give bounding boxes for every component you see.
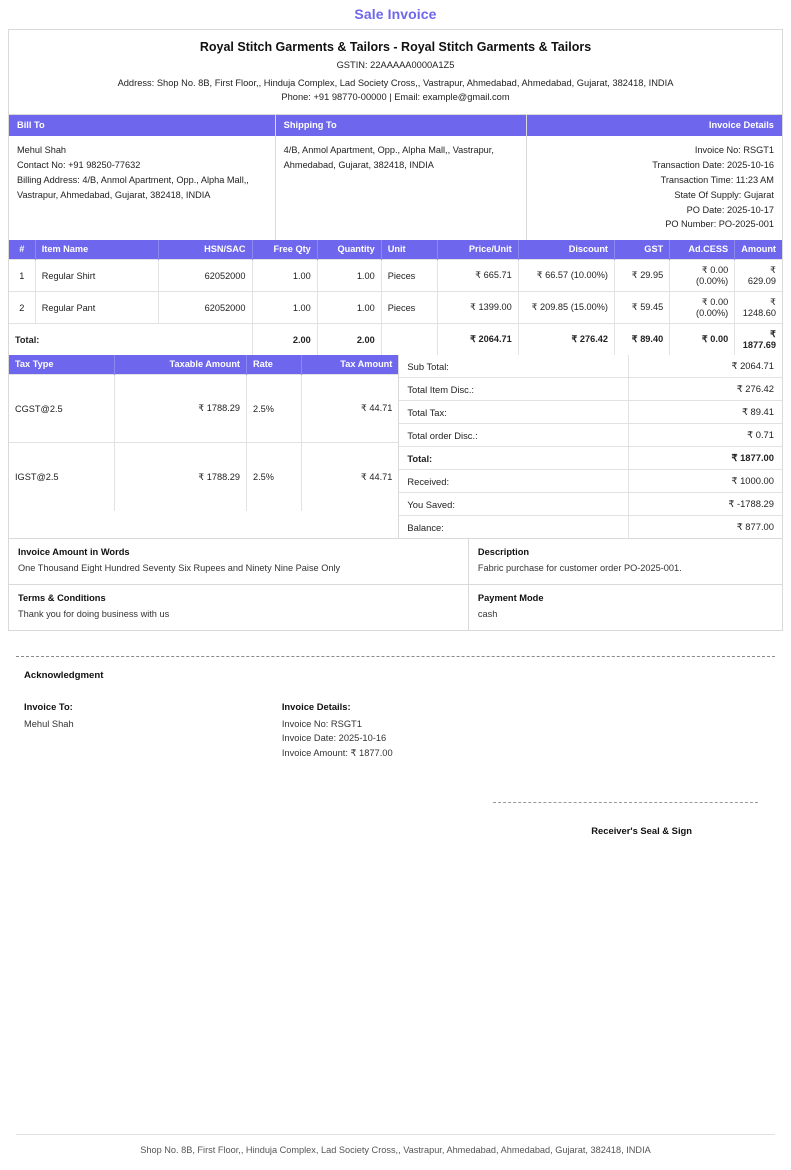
invoice-no: Invoice No: RSGT1 xyxy=(694,144,774,155)
cell-quantity: 1.00 xyxy=(317,292,381,324)
summary-row-total-item-disc xyxy=(399,378,782,401)
summary-value: ₹ 877.00 xyxy=(736,521,774,533)
table-row xyxy=(9,443,398,511)
footer-spacer xyxy=(8,836,783,1134)
bill-to-body xyxy=(9,136,275,211)
payment-mode-title: Payment Mode xyxy=(477,593,544,604)
cell-discount: ₹ 66.57 (10.00%) xyxy=(518,260,614,292)
summary-wrapper xyxy=(399,355,782,538)
table-row xyxy=(9,292,782,324)
cell-sn: 2 xyxy=(9,292,35,324)
cell-free-qty: 1.00 xyxy=(252,260,317,292)
po-number: PO Number: PO-2025-001 xyxy=(665,219,774,230)
summary-label: Received: xyxy=(399,470,629,493)
col-taxable-amount: Taxable Amount xyxy=(114,355,246,375)
company-header xyxy=(9,30,782,115)
acknowledgment-columns xyxy=(24,700,767,760)
bill-to-name: Mehul Shah xyxy=(17,144,67,155)
col-tax-type: Tax Type xyxy=(9,355,114,375)
summary-row-total-tax xyxy=(399,401,782,424)
payment-mode-text: cash xyxy=(477,609,498,620)
cell-discount: ₹ 209.85 (15.00%) xyxy=(518,292,614,324)
total-price-unit: ₹ 2064.71 xyxy=(438,324,518,356)
cell-free-qty: 1.00 xyxy=(252,292,317,324)
ack-invoice-date: Invoice Date: 2025-10-16 xyxy=(281,733,387,744)
receiver-sign-area xyxy=(24,790,767,836)
summary-row-received xyxy=(399,470,782,493)
total-unit-blank xyxy=(381,324,438,356)
summary-value: ₹ 1000.00 xyxy=(629,470,782,493)
receiver-seal-label: Receiver's Seal & Sign xyxy=(591,825,692,837)
tax-and-summary xyxy=(9,355,782,538)
total-gst: ₹ 89.40 xyxy=(615,324,670,356)
acknowledgment-section xyxy=(8,657,783,836)
summary-row-balance xyxy=(399,516,782,539)
summary-label: Total Tax: xyxy=(399,401,629,424)
notes-row-1 xyxy=(9,538,782,584)
company-gstin: GSTIN: 22AAAAA0000A1Z5 xyxy=(336,60,455,71)
summary-row-you-saved xyxy=(399,493,782,516)
cell-amount: ₹ 629.09 xyxy=(735,260,782,292)
transaction-date: Transaction Date: 2025-10-16 xyxy=(652,159,774,170)
col-discount: Discount xyxy=(518,240,614,260)
bill-to-address: Billing Address: 4/B, Anmol Apartment, Opp., Alpha Mall,, Vastrapur, Ahmedabad, Gujarat, 382418, INDIA xyxy=(17,174,249,200)
summary-label: You Saved: xyxy=(399,493,629,516)
payment-mode-block xyxy=(469,585,782,630)
company-name: Royal Stitch Garments & Tailors - Royal Stitch Garments & Tailors xyxy=(199,40,592,54)
bill-to-contact: Contact No: +91 98250-77632 xyxy=(17,159,141,170)
summary-value: ₹ 89.41 xyxy=(629,401,782,424)
cell-amount: ₹ 1248.60 xyxy=(735,292,782,324)
cell-unit: Pieces xyxy=(381,292,438,324)
items-table-header-row xyxy=(9,240,782,260)
cell-hsn: 62052000 xyxy=(159,292,252,324)
col-item-name: Item Name xyxy=(35,240,158,260)
cell-taxable-amount: ₹ 1788.29 xyxy=(114,375,246,443)
col-quantity: Quantity xyxy=(317,240,381,260)
cell-rate: 2.5% xyxy=(247,443,302,511)
cell-item-name: Regular Pant xyxy=(35,292,158,324)
notes-row-2 xyxy=(9,584,782,630)
state-of-supply: State Of Supply: Gujarat xyxy=(674,189,774,200)
col-unit: Unit xyxy=(381,240,438,260)
cell-tax-type: CGST@2.5 xyxy=(9,375,114,443)
shipping-to-heading: Shipping To xyxy=(276,115,526,136)
summary-value: ₹ 0.71 xyxy=(629,424,782,447)
col-amount: Amount xyxy=(735,240,782,260)
col-free-qty: Free Qty xyxy=(252,240,317,260)
summary-row-sub-total xyxy=(399,355,782,378)
cell-gst: ₹ 59.45 xyxy=(615,292,670,324)
acknowledgment-invoice-details xyxy=(282,700,767,760)
cell-ad-cess: ₹ 0.00 (0.00%) xyxy=(670,260,735,292)
terms-text: Thank you for doing business with us xyxy=(18,609,170,620)
description-title: Description xyxy=(477,547,530,558)
summary-value: ₹ -1788.29 xyxy=(629,493,782,516)
summary-label: Total: xyxy=(399,447,629,470)
cell-gst: ₹ 29.95 xyxy=(615,260,670,292)
description-block xyxy=(469,539,782,584)
shipping-to-body xyxy=(276,136,526,210)
ack-invoice-to-title: Invoice To: xyxy=(24,701,73,713)
amount-in-words-text: One Thousand Eight Hundred Seventy Six Rupees and Ninety Nine Paise Only xyxy=(18,563,341,574)
total-quantity: 2.00 xyxy=(317,324,381,356)
table-row xyxy=(9,260,782,292)
cell-item-name: Regular Shirt xyxy=(35,260,158,292)
ack-invoice-to-name: Mehul Shah xyxy=(24,718,74,729)
items-table xyxy=(9,240,782,355)
summary-table xyxy=(399,355,782,538)
total-ad-cess: ₹ 0.00 xyxy=(670,324,735,356)
total-discount: ₹ 276.42 xyxy=(518,324,614,356)
col-gst: GST xyxy=(615,240,670,260)
col-hsn: HSN/SAC xyxy=(159,240,252,260)
acknowledgment-invoice-to xyxy=(24,700,282,760)
invoice-container xyxy=(8,29,783,631)
col-sn: # xyxy=(9,240,35,260)
page-title: Sale Invoice xyxy=(354,6,437,22)
total-free-qty: 2.00 xyxy=(252,324,317,356)
amount-in-words-title: Invoice Amount in Words xyxy=(18,547,130,558)
summary-value: ₹ 2064.71 xyxy=(629,355,782,378)
tax-table-header-row xyxy=(9,355,398,375)
summary-label: Sub Total: xyxy=(399,355,629,378)
total-amount: ₹ 1877.69 xyxy=(735,324,782,356)
invoice-details-heading: Invoice Details xyxy=(527,115,782,136)
col-rate: Rate xyxy=(247,355,302,375)
cell-ad-cess: ₹ 0.00 (0.00%) xyxy=(670,292,735,324)
po-date: PO Date: 2025-10-17 xyxy=(686,204,774,215)
cell-tax-amount: ₹ 44.71 xyxy=(301,375,398,443)
col-price-unit: Price/Unit xyxy=(438,240,518,260)
terms-title: Terms & Conditions xyxy=(18,593,106,604)
terms-block xyxy=(9,585,469,630)
cell-rate: 2.5% xyxy=(247,375,302,443)
summary-row-total-order-disc xyxy=(399,424,782,447)
items-total-row xyxy=(9,324,782,356)
tax-table-wrapper xyxy=(9,355,399,538)
footer-address: Shop No. 8B, First Floor,, Hinduja Complex, Lad Society Cross,, Vastrapur, Ahmedabad, Ahmedabad, Gujarat, 382418, INDIA xyxy=(140,1145,651,1156)
summary-label: Balance: xyxy=(399,516,629,539)
cell-price-unit: ₹ 1399.00 xyxy=(438,292,518,324)
invoice-details-body xyxy=(527,136,782,240)
signature-line xyxy=(493,802,758,803)
table-row xyxy=(9,375,398,443)
company-contact: Phone: +91 98770-00000 | Email: example@gmail.com xyxy=(281,92,510,103)
cell-tax-type: IGST@2.5 xyxy=(9,443,114,511)
cell-hsn: 62052000 xyxy=(159,260,252,292)
parties-band xyxy=(9,115,782,241)
ack-invoice-amount: Invoice Amount: ₹ 1877.00 xyxy=(281,747,393,758)
summary-value: ₹ 276.42 xyxy=(629,378,782,401)
total-label: Total: xyxy=(9,324,252,356)
cell-tax-amount: ₹ 44.71 xyxy=(301,443,398,511)
cell-unit: Pieces xyxy=(381,260,438,292)
tax-table xyxy=(9,355,398,511)
summary-value: ₹ 1877.00 xyxy=(629,447,782,470)
invoice-details-block xyxy=(527,115,782,241)
ack-details-title: Invoice Details: xyxy=(281,701,351,713)
acknowledgment-title: Acknowledgment xyxy=(24,670,104,682)
cell-price-unit: ₹ 665.71 xyxy=(438,260,518,292)
ack-invoice-no: Invoice No: RSGT1 xyxy=(281,718,362,729)
shipping-to-block xyxy=(276,115,527,241)
bill-to-block xyxy=(9,115,276,241)
transaction-time: Transaction Time: 11:23 AM xyxy=(660,174,774,185)
amount-in-words-block xyxy=(9,539,469,584)
summary-label: Total order Disc.: xyxy=(399,424,629,447)
col-tax-amount: Tax Amount xyxy=(301,355,398,375)
bill-to-heading: Bill To xyxy=(9,115,275,136)
summary-label: Total Item Disc.: xyxy=(399,378,629,401)
cell-quantity: 1.00 xyxy=(317,260,381,292)
cell-taxable-amount: ₹ 1788.29 xyxy=(114,443,246,511)
summary-row-total xyxy=(399,447,782,470)
description-text: Fabric purchase for customer order PO-2025-001. xyxy=(477,563,682,574)
shipping-to-address: 4/B, Anmol Apartment, Opp., Alpha Mall,, Vastrapur, Ahmedabad, Gujarat, 382418, INDIA xyxy=(283,144,494,170)
col-ad-cess: Ad.CESS xyxy=(670,240,735,260)
cell-sn: 1 xyxy=(9,260,35,292)
company-address: Address: Shop No. 8B, First Floor,, Hinduja Complex, Lad Society Cross,, Vastrapur, Ahmedabad, Ahmedabad, Gujarat, 382418, INDIA xyxy=(117,78,674,89)
